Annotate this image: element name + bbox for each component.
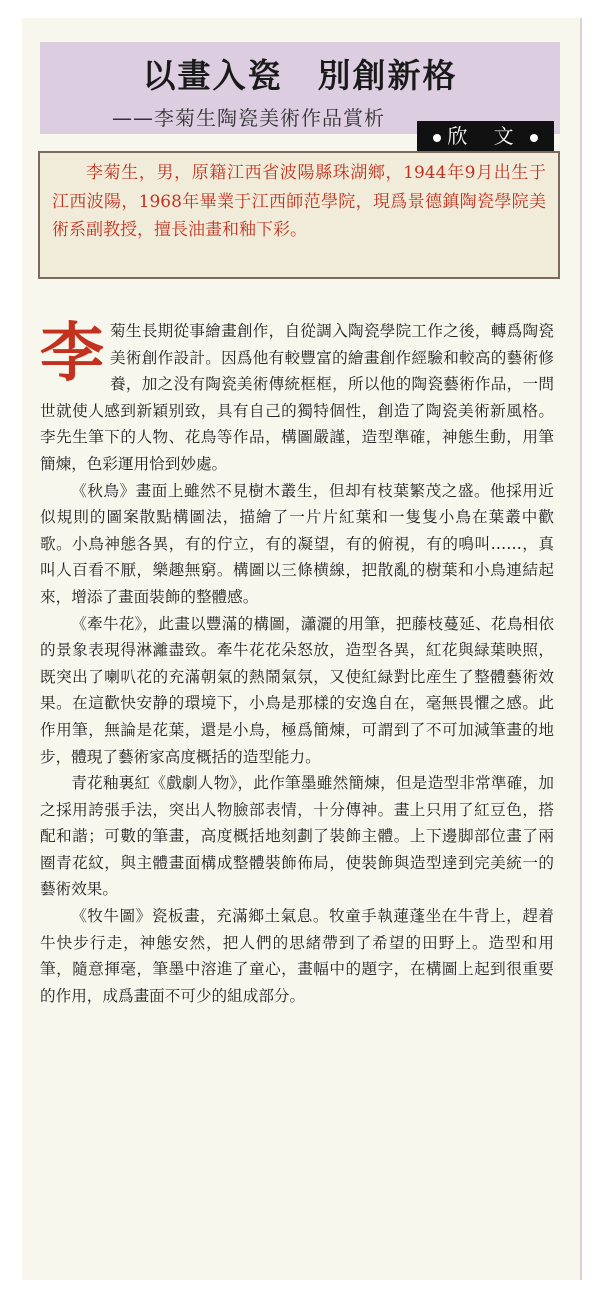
article-title: 以畫入瓷 別創新格: [142, 56, 458, 95]
paragraph-3: 《牽牛花》，此畫以豐滿的構圖，瀟灑的用筆，把藤枝蔓延、花鳥相依的景象表現得淋灕盡致。牽牛花花朵怒放，造型各異，紅花與緑葉映照，既突出了喇叭花的充滿朝氣的熱鬧氣氛，又使紅緑對比産生了整體藝術效果。在這歡快安静的環境下，小鳥是那樣的安逸自在，毫無畏懼之感。此作用筆，無論是花葉，還是小鳥，極爲簡煉，可謂到了不可加減筆畫的地步，體現了藝術家高度概括的造型能力。: [40, 614, 554, 766]
bullet-icon: [530, 134, 538, 142]
paragraph-5: 《牧牛圖》瓷板畫，充滿鄉土氣息。牧童手執蓮蓬坐在牛背上，趕着牛快步行走，神態安然，把人們的思緒帶到了希望的田野上。造型和用筆，隨意揮毫，筆墨中溶進了童心，畫幅中的題字，在構圖上起到很重要的作用，成爲畫面不可少的組成部分。: [40, 907, 554, 1005]
artist-bio: 李菊生，男，原籍江西省波陽縣珠湖鄉，1944年9月出生于江西波陽，1968年畢業于江西師范學院，現爲景德鎮陶瓷學院美術系副教授，擅長油畫和釉下彩。: [38, 151, 560, 279]
magazine-page: [22, 18, 582, 1280]
paragraph-4: 青花釉裏紅《戲劇人物》，此作筆墨雖然簡煉，但是造型非常準確，加之採用誇張手法，突出人物臉部表情，十分傳神。畫上只用了紅豆色，搭配和諧；可數的筆畫，高度概括地刻劃了裝飾主體。上下邊脚部位畫了兩圈青花紋，與主體畫面構成整體裝飾佈局，使裝飾與造型達到完美統一的藝術效果。: [40, 774, 554, 899]
author-name: 欣 文: [447, 124, 524, 148]
paragraph-1: [40, 318, 554, 478]
paragraph-2: 《秋鳥》畫面上雖然不見樹木叢生，但却有枝葉繁茂之盛。他採用近似規則的圖案散點構圖法，描繪了一片片紅葉和一隻隻小鳥在葉叢中歡歌。小鳥神態各異，有的佇立，有的凝望，有的俯視，有的鳴叫……，真叫人百看不厭，樂趣無窮。構圖以三條横線，把散亂的樹葉和小鳥連結起來，增添了畫面裝飾的整體感。: [40, 481, 554, 606]
article-subtitle: ——李菊生陶瓷美術作品賞析: [112, 106, 385, 130]
paragraph-text: 菊生長期從事繪畫創作，自從調入陶瓷學院工作之後，轉爲陶瓷美術創作設計。因爲他有較豐富的繪畫創作經驗和較高的藝術修養，加之没有陶瓷美術傳統框框，所以他的陶瓷藝術作品，一問世就使人感到新穎别致，具有自己的獨特個性，創造了陶瓷美術新風格。李先生筆下的人物、花鳥等作品，構圖嚴謹，造型準確，神態生動，用筆簡煉，色彩運用恰到妙處。: [40, 322, 554, 473]
article-body: [40, 318, 554, 1009]
drop-cap: 李: [40, 316, 104, 391]
author-tag: [417, 121, 554, 151]
bullet-icon: [433, 134, 441, 142]
